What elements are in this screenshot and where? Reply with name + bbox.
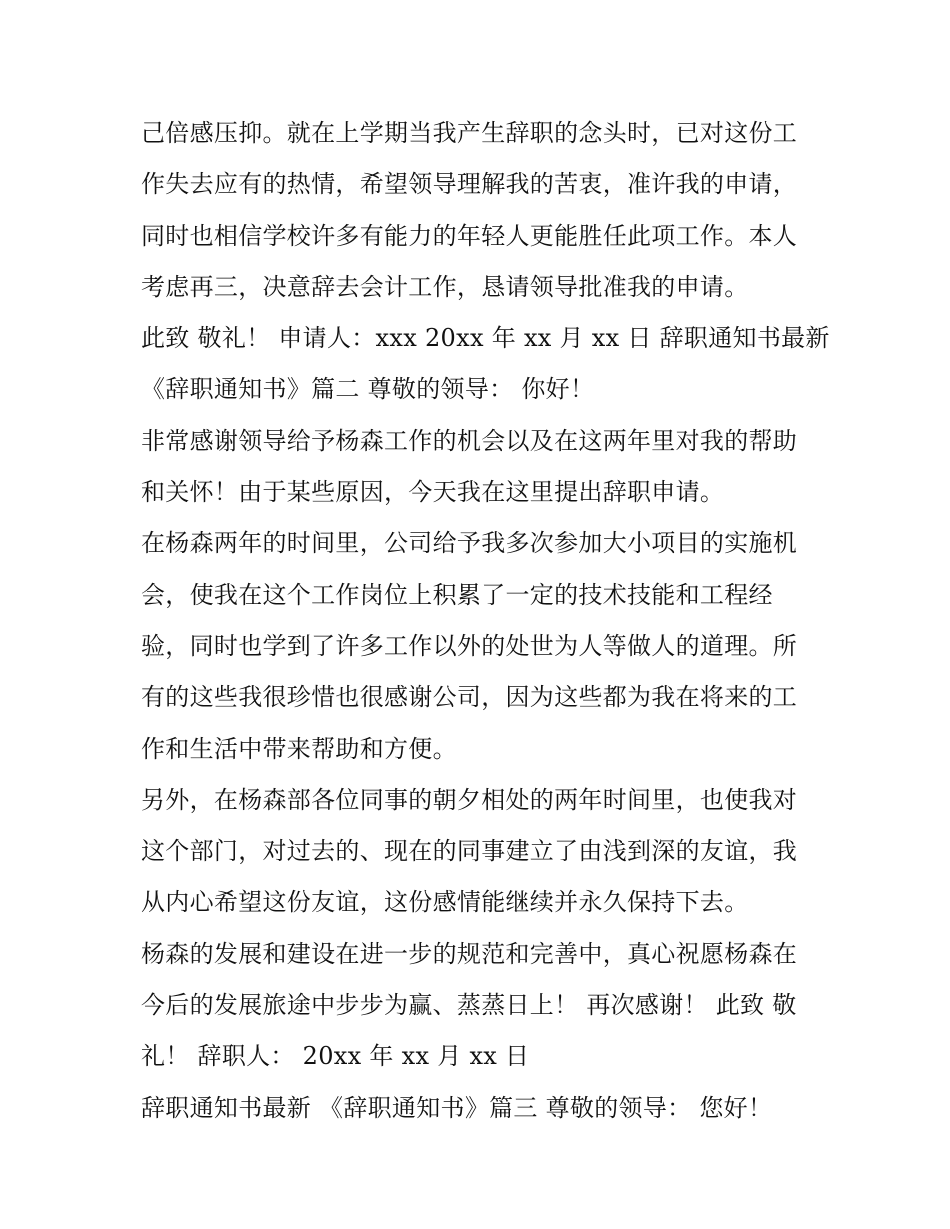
text-line: 这个部门，对过去的、现在的同事建立了由浅到深的友谊，我: [141, 837, 798, 866]
document-body: [141, 108, 830, 1134]
text-line: 从内心希望这份友谊，这份感情能继续并永久保持下去。: [141, 888, 749, 917]
text-line: 在杨森两年的时间里，公司给予我多次参加大小项目的实施机: [141, 529, 798, 558]
text-line: 今后的发展旅途中步步为赢、蒸蒸日上！ 再次感谢！ 此致 敬: [141, 991, 797, 1020]
text-line: 此致 敬礼！ 申请人：xxx 20xx 年 xx 月 xx 日 辞职通知书最新: [141, 324, 830, 353]
text-line: 辞职通知书最新 《辞职通知书》篇三 尊敬的领导： 您好！: [141, 1093, 773, 1122]
text-line: 同时也相信学校许多有能力的年轻人更能胜任此项工作。本人: [141, 221, 798, 250]
text-line: 礼！ 辞职人： 20xx 年 xx 月 xx 日: [141, 1042, 530, 1071]
text-line: 杨森的发展和建设在进一步的规范和完善中，真心祝愿杨森在: [141, 939, 798, 968]
text-line: 作失去应有的热情，希望领导理解我的苦衷，准许我的申请，: [141, 170, 798, 199]
text-line: 会，使我在这个工作岗位上积累了一定的技术技能和工程经: [141, 580, 773, 609]
text-line: 和关怀！由于某些原因，今天我在这里提出辞职申请。: [141, 478, 725, 507]
text-line: 非常感谢领导给予杨森工作的机会以及在这两年里对我的帮助: [141, 426, 798, 455]
text-line: 《辞职通知书》篇二 尊敬的领导： 你好！: [141, 375, 595, 404]
text-line: 验，同时也学到了许多工作以外的处世为人等做人的道理。所: [141, 631, 798, 660]
text-line: 己倍感压抑。就在上学期当我产生辞职的念头时，已对这份工: [141, 119, 798, 147]
text-line: 另外，在杨森部各位同事的朝夕相处的两年时间里，也使我对: [141, 785, 798, 814]
text-line: 有的这些我很珍惜也很感谢公司，因为这些都为我在将来的工: [141, 683, 798, 712]
text-line: 作和生活中带来帮助和方便。: [141, 734, 457, 763]
text-line: 考虑再三，决意辞去会计工作，恳请领导批准我的申请。: [141, 272, 749, 301]
